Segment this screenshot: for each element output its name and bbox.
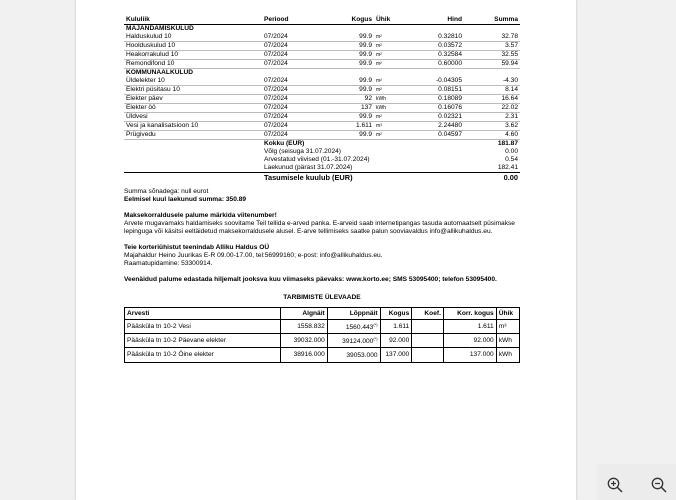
cell-item: Vesi ja kanalisatsioon 10: [124, 122, 262, 131]
meter-cell-corr: 137.000: [443, 348, 496, 362]
cell-unit: m²: [374, 51, 400, 60]
meter-cell-qty: 92.000: [380, 334, 412, 348]
cell-unit: m²: [374, 60, 400, 69]
cell-price: 2.24480: [400, 122, 464, 131]
cell-price: 0.60000: [400, 60, 464, 69]
zoom-toolbar: [597, 464, 676, 500]
meter-cell-name: Pääsküla tn 10-2 Öine elekter: [125, 348, 281, 362]
meter-end-mark: (*): [373, 336, 378, 342]
sum-in-words: Summa sõnadega: null eurot: [124, 188, 209, 195]
document-page: [76, 0, 576, 500]
cell-period: 07/2024: [262, 104, 324, 113]
cell-qty: 99.9: [324, 60, 374, 69]
meter-cell-name: Pääsküla tn 10-2 Päevane elekter: [125, 334, 281, 348]
col-period-header: Periood: [262, 16, 324, 25]
section-title: KOMMUNAALKULUD: [126, 69, 194, 76]
cell-item: Heakorrakulud 10: [124, 51, 262, 60]
cell-period: 07/2024: [262, 131, 324, 140]
cell-price: -0.04305: [400, 77, 464, 86]
cell-qty: 99.9: [324, 86, 374, 95]
cell-item: Üldvesi: [124, 113, 262, 122]
payable-label: Tasumisele kuulub (EUR): [262, 173, 464, 184]
meter-cell-coef: [412, 348, 444, 362]
cell-qty: 92: [324, 95, 374, 104]
cell-period: 07/2024: [262, 77, 324, 86]
cell-sum: 22.02: [464, 104, 520, 113]
meter-row: [125, 348, 520, 362]
meter-corr-header: Korr. kogus: [443, 308, 496, 320]
cell-sum: -4.30: [464, 77, 520, 86]
cell-price: 0.16076: [400, 104, 464, 113]
meter-unit-header: Ühik: [496, 308, 519, 320]
invoice-row: [124, 42, 520, 51]
zoom-out-icon: [650, 476, 668, 494]
meter-end-header: Lõppnäit: [327, 308, 380, 320]
meter-cell-name: Pääsküla tn 10-2 Vesi: [125, 320, 281, 334]
consumption-overview-title: TARBIMISTE ÜLEVAADE: [283, 294, 361, 301]
invoice-row: [124, 95, 520, 104]
meter-cell-end: [327, 334, 380, 348]
total-value: 181.87: [464, 140, 520, 149]
cell-qty: 99.9: [324, 51, 374, 60]
cell-price: 0.03572: [400, 42, 464, 51]
meter-qty-header: Kogus: [380, 308, 412, 320]
cell-item: Halduskulud 10: [124, 33, 262, 42]
cell-period: 07/2024: [262, 51, 324, 60]
meter-name-header: Arvesti: [125, 308, 281, 320]
col-sum-header: Summa: [464, 16, 520, 25]
meter-start-header: Algnäit: [281, 308, 327, 320]
invoice-content: [124, 16, 520, 363]
cell-qty: 99.9: [324, 113, 374, 122]
previous-month-received: Eelmisel kuul laekunud summa: 350.89: [124, 196, 247, 203]
invoice-row: [124, 104, 520, 113]
payable-value: 0.00: [464, 173, 520, 184]
cell-item: Prügivedu: [124, 131, 262, 140]
cell-item: Elekter öö: [124, 104, 262, 113]
invoice-row: [124, 60, 520, 69]
meter-cell-coef: [412, 334, 444, 348]
cell-unit: kWh: [374, 104, 400, 113]
debt-label: Võlg (seisuga 31.07.2024): [264, 148, 341, 155]
reference-number-note: Maksekorraldusele palume märkida viitenumber!: [124, 212, 277, 219]
cell-sum: 8.14: [464, 86, 520, 95]
cell-period: 07/2024: [262, 60, 324, 69]
meter-coef-header: Koef.: [412, 308, 444, 320]
meter-end-value: 39053.000: [346, 352, 378, 360]
meter-cell-qty: 1.611: [380, 320, 412, 334]
cell-qty: 99.9: [324, 77, 374, 86]
cell-sum: 2.31: [464, 113, 520, 122]
cell-sum: 3.62: [464, 122, 520, 131]
zoom-in-icon: [606, 476, 624, 494]
accounting-contact: Raamatupidamine: 53300914.: [124, 260, 213, 267]
col-item-header: Kululiik: [124, 16, 262, 25]
section-title: MAJANDAMISKULUD: [126, 25, 194, 32]
invoice-header-row: [124, 16, 520, 25]
cell-sum: 32.78: [464, 33, 520, 42]
penalty-row: [124, 156, 520, 164]
e-invoice-text: Arvete mugavamaks haldamiseks soovitame Teil tellida e-arved panka. E-arveid saab internetipangas tasuda automaatselt püsimakse lepinguga või käsitsi eeltäidetud maksekorraldusele alusel. E-arve tellimiseks saatke palun sooviavaldus info@allikuhaldus.eu.: [124, 220, 515, 235]
received-value: 182.41: [497, 164, 518, 171]
cell-unit: m²: [374, 33, 400, 42]
cell-qty: 99.9: [324, 33, 374, 42]
invoice-row: [124, 77, 520, 86]
manager-contact: Majahaldur Heino Juurikas E-R 09.00-17.00, tel:56999160; e-post: info@allikuhaldus.eu.: [124, 252, 383, 259]
cell-sum: 32.55: [464, 51, 520, 60]
col-unit-header: Ühik: [374, 16, 400, 25]
cell-unit: m²: [374, 86, 400, 95]
debt-value: 0.00: [505, 148, 518, 155]
section-header-row: [124, 25, 520, 34]
meter-readings-note: Veenäidud palume edastada hiljemalt jooksva kuu viimaseks päevaks: www.korto.ee; SMS 53095400; telefon 53095400.: [124, 276, 497, 283]
penalty-label: Arvestatud viivised (01.-31.07.2024): [264, 156, 370, 163]
section-header-row: [124, 69, 520, 78]
meter-end-mark: (*): [373, 322, 378, 327]
meter-row: [125, 334, 520, 348]
cell-qty: 99.9: [324, 131, 374, 140]
meter-end-value: 39124.000: [342, 338, 374, 346]
cell-sum: 4.60: [464, 131, 520, 140]
cell-price: 0.08151: [400, 86, 464, 95]
cell-item: Remondifond 10: [124, 60, 262, 69]
cell-period: 07/2024: [262, 122, 324, 131]
payable-row: [124, 173, 520, 184]
meter-cell-corr: 1.611: [443, 320, 496, 334]
meter-cell-unit: kWh: [496, 348, 519, 362]
invoice-row: [124, 86, 520, 95]
cell-price: 0.32810: [400, 33, 464, 42]
meter-header-row: [125, 308, 520, 320]
meter-cell-end: [327, 348, 380, 362]
cell-item: Üldelekter 10: [124, 77, 262, 86]
cell-item: Hoolduskulud 10: [124, 42, 262, 51]
meter-cell-unit: kWh: [496, 334, 519, 348]
invoice-row: [124, 122, 520, 131]
meter-cell-coef: [412, 320, 444, 334]
meter-cell-start: 38916.000: [281, 348, 327, 362]
meter-cell-corr: 92.000: [443, 334, 496, 348]
debt-row: [124, 148, 520, 156]
cell-price: 0.32584: [400, 51, 464, 60]
cell-qty: 99.9: [324, 42, 374, 51]
meter-end-value: 1560.443: [345, 324, 374, 332]
cell-unit: m²: [374, 77, 400, 86]
zoom-out-button[interactable]: [650, 476, 668, 494]
cell-unit: m³: [374, 122, 400, 131]
meter-cell-start: 1558.832: [281, 320, 327, 334]
cell-price: 0.04597: [400, 131, 464, 140]
cell-sum: 16.64: [464, 95, 520, 104]
penalty-value: 0.54: [505, 156, 518, 163]
total-label: Kokku (EUR): [262, 140, 464, 149]
cell-price: 0.02321: [400, 113, 464, 122]
received-row: [124, 164, 520, 173]
cell-period: 07/2024: [262, 33, 324, 42]
cell-unit: m²: [374, 113, 400, 122]
invoice-row: [124, 131, 520, 140]
cell-unit: m²: [374, 131, 400, 140]
cell-item: Elektri püsitasu 10: [124, 86, 262, 95]
invoice-row: [124, 33, 520, 42]
meter-body: [125, 320, 520, 363]
invoice-totals: [124, 140, 520, 184]
total-row: [124, 140, 520, 149]
col-price-header: Hind: [400, 16, 464, 25]
cell-qty: 1.611: [324, 122, 374, 131]
invoice-row: [124, 113, 520, 122]
cell-item: Elekter päev: [124, 95, 262, 104]
invoice-row: [124, 51, 520, 60]
invoice-body: [124, 25, 520, 140]
received-label: Laekunud (pärast 31.07.2024): [264, 164, 353, 171]
meter-cell-qty: 137.000: [380, 348, 412, 362]
meter-cell-start: 39032.000: [281, 334, 327, 348]
cell-period: 07/2024: [262, 42, 324, 51]
cell-sum: 3.57: [464, 42, 520, 51]
cell-period: 07/2024: [262, 86, 324, 95]
cell-period: 07/2024: [262, 95, 324, 104]
cell-unit: m²: [374, 42, 400, 51]
meter-table: [124, 307, 520, 363]
cell-qty: 137: [324, 104, 374, 113]
meter-cell-end: [327, 320, 380, 334]
service-provider-title: Teie korteriühistut teenindab Alliku Haldus OÜ: [124, 244, 270, 251]
col-qty-header: Kogus: [324, 16, 374, 25]
meter-row: [125, 320, 520, 334]
cell-unit: kWh: [374, 95, 400, 104]
zoom-in-button[interactable]: [606, 476, 624, 494]
invoice-table: [124, 16, 520, 183]
cell-price: 0.18089: [400, 95, 464, 104]
cell-sum: 59.94: [464, 60, 520, 69]
cell-period: 07/2024: [262, 113, 324, 122]
meter-cell-unit: m³: [496, 320, 519, 334]
